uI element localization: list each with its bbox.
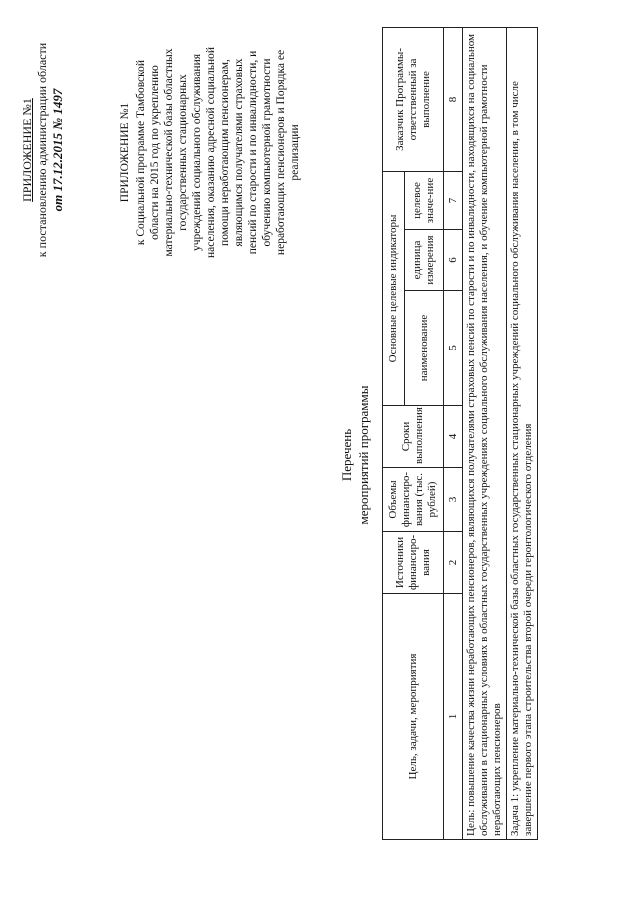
col-number: 1 [444, 594, 463, 840]
header-volumes: Объемы финансиро-вания (тыс. рублей) [383, 468, 444, 532]
header-deadline: Сроки выполнения [383, 406, 444, 468]
appendix-title: ПРИЛОЖЕНИЕ №1 [20, 98, 34, 202]
col-number: 5 [444, 291, 463, 406]
column-numbers-row [444, 27, 463, 839]
program-appendix-header [118, 45, 302, 260]
header-ind-unit: единица измерения [405, 230, 444, 291]
header-sources: Источники финансиро-вания [383, 532, 444, 594]
goal-text: Цель: повышение качества жизни неработающих пенсионеров, являющихся получателями страховых пенсий по старости и по инвалидности, находящихся на социальном обслуживании в стационарных условиях в областных государственных учреждениях социального обслуживания населения, и обучение компьютерной грамотности неработающих пенсионеров [463, 27, 507, 839]
header-indicators: Основные целевые индикаторы [383, 171, 405, 405]
header-goal: Цель, задачи, мероприятия [383, 594, 444, 840]
appendix2-title: ПРИЛОЖЕНИЕ №1 [119, 102, 131, 203]
col-number: 2 [444, 532, 463, 594]
col-number: 3 [444, 468, 463, 532]
title-line1: Перечень [339, 428, 354, 482]
document-title [338, 305, 372, 605]
decree-header [20, 20, 65, 280]
header-row-1 [383, 27, 405, 839]
decree-handwritten: от 17.12.2015 № 1497 [50, 88, 65, 212]
col-number: 8 [444, 27, 463, 171]
header-ind-name: наименование [405, 291, 444, 406]
header-customer: Заказчик Программы-ответственный за выполнение [383, 27, 444, 171]
measures-table [382, 27, 538, 840]
col-number: 4 [444, 406, 463, 468]
decree-line: к постановлению администрации области [35, 42, 49, 258]
task-text: Задача 1: укрепление материально-технической базы областных государственных стационарных учреждений социального обслуживания населения, в том числе завершение первого этапа строительства второй очереди геронтологического отделения [507, 27, 538, 839]
header-ind-value: целевое значе-ние [405, 171, 444, 229]
col-number: 7 [444, 171, 463, 229]
task-row [507, 27, 538, 839]
title-line2: мероприятий программы [356, 385, 371, 525]
appendix2-text: к Социальной программе Тамбовской области на 2015 год по укреплению материально-технической базы областных государственных стационарных учреждений социального обслуживания населения, оказанию адресной социальной помощи неработающим пенсионерам, являющимся получателями страховых пенсий по старости и по инвалидности, и обучению компьютерной грамотности неработающих пенсионеров и Порядка ее реализации [135, 46, 301, 259]
col-number: 6 [444, 230, 463, 291]
goal-row [463, 27, 507, 839]
